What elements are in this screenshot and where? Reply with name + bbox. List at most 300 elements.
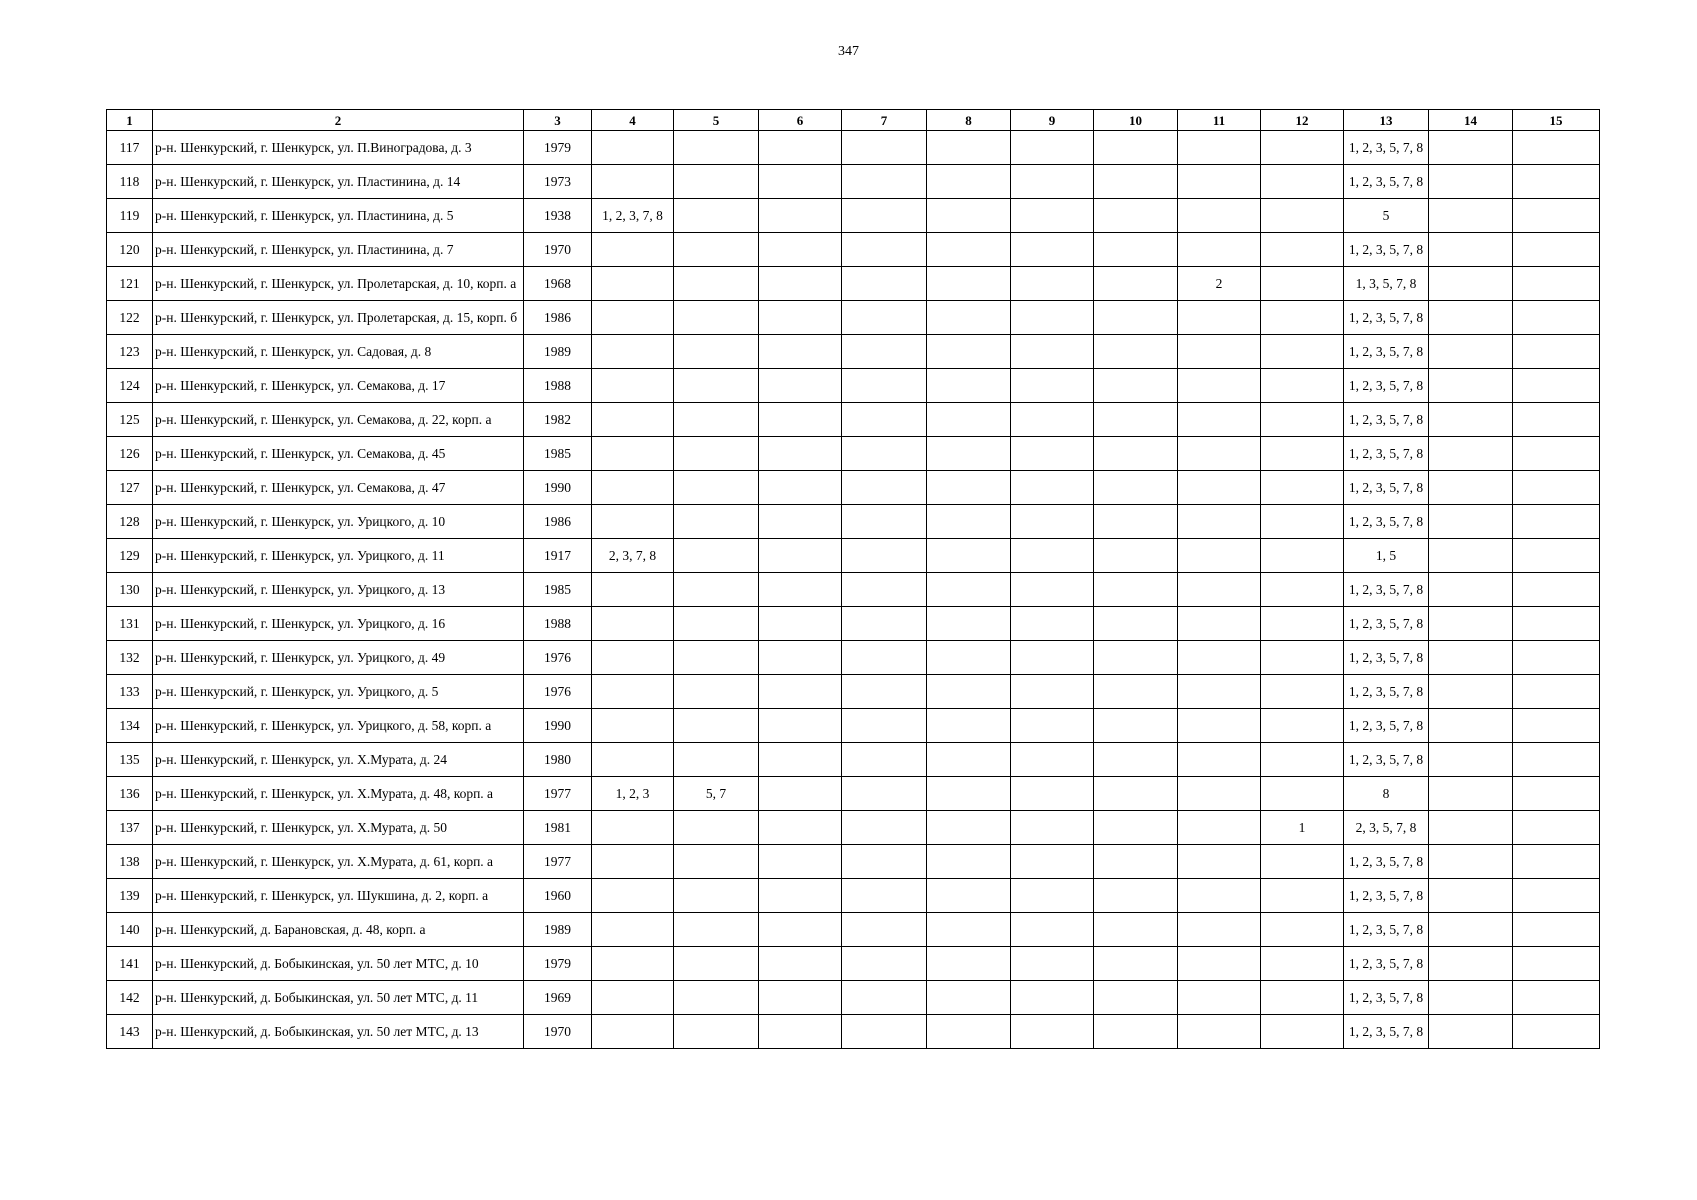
table-row: [107, 879, 1600, 913]
table-row: [107, 267, 1600, 301]
address-cell: р-н. Шенкурский, г. Шенкурск, ул. Садовая, д. 8: [153, 335, 524, 369]
col4-cell: [592, 675, 674, 709]
address-cell: р-н. Шенкурский, г. Шенкурск, ул. Урицкого, д. 58, корп. а: [153, 709, 524, 743]
col8-cell: [927, 233, 1011, 267]
col6-cell: [759, 573, 842, 607]
col9-cell: [1011, 675, 1094, 709]
col5-cell: [674, 131, 759, 165]
col14-cell: [1429, 233, 1513, 267]
col11-cell: [1178, 505, 1261, 539]
col5-cell: [674, 641, 759, 675]
col4-cell: [592, 471, 674, 505]
col8-cell: [927, 641, 1011, 675]
col5-cell: [674, 369, 759, 403]
col13-cell: 1, 2, 3, 5, 7, 8: [1344, 743, 1429, 777]
col9-cell: [1011, 471, 1094, 505]
address-cell: р-н. Шенкурский, г. Шенкурск, ул. Урицкого, д. 5: [153, 675, 524, 709]
col5-cell: [674, 437, 759, 471]
col14-cell: [1429, 607, 1513, 641]
col5-cell: [674, 981, 759, 1015]
col6-cell: [759, 369, 842, 403]
col14-cell: [1429, 709, 1513, 743]
table-row: [107, 573, 1600, 607]
year-cell: 1985: [524, 437, 592, 471]
col11-cell: [1178, 913, 1261, 947]
address-cell: р-н. Шенкурский, г. Шенкурск, ул. Урицкого, д. 10: [153, 505, 524, 539]
col13-cell: 5: [1344, 199, 1429, 233]
col6-cell: [759, 811, 842, 845]
col9-cell: [1011, 505, 1094, 539]
col8-cell: [927, 471, 1011, 505]
col6-cell: [759, 743, 842, 777]
col4-cell: 1, 2, 3, 7, 8: [592, 199, 674, 233]
table-row: [107, 437, 1600, 471]
col14-cell: [1429, 369, 1513, 403]
row-number-cell: 128: [107, 505, 153, 539]
address-cell: р-н. Шенкурский, г. Шенкурск, ул. Пластинина, д. 5: [153, 199, 524, 233]
col11-cell: 2: [1178, 267, 1261, 301]
table-row: [107, 811, 1600, 845]
table-row: [107, 199, 1600, 233]
col15-cell: [1513, 471, 1600, 505]
row-number-cell: 121: [107, 267, 153, 301]
col7-cell: [842, 403, 927, 437]
col9-cell: [1011, 573, 1094, 607]
col4-cell: [592, 165, 674, 199]
year-cell: 1982: [524, 403, 592, 437]
col12-cell: [1261, 369, 1344, 403]
year-cell: 1986: [524, 505, 592, 539]
col14-cell: [1429, 301, 1513, 335]
col12-cell: [1261, 641, 1344, 675]
col9-cell: [1011, 913, 1094, 947]
col13-cell: 1, 2, 3, 5, 7, 8: [1344, 947, 1429, 981]
col13-cell: 1, 2, 3, 5, 7, 8: [1344, 1015, 1429, 1049]
col5-cell: [674, 709, 759, 743]
col14-cell: [1429, 267, 1513, 301]
year-cell: 1981: [524, 811, 592, 845]
col11-cell: [1178, 743, 1261, 777]
col6-cell: [759, 607, 842, 641]
col15-cell: [1513, 539, 1600, 573]
col11-cell: [1178, 369, 1261, 403]
column-header-6: 6: [759, 110, 842, 131]
column-header-8: 8: [927, 110, 1011, 131]
col13-cell: 1, 2, 3, 5, 7, 8: [1344, 437, 1429, 471]
col10-cell: [1094, 913, 1178, 947]
table-body: [107, 131, 1600, 1049]
col9-cell: [1011, 641, 1094, 675]
table-header-row: [107, 110, 1600, 131]
col7-cell: [842, 437, 927, 471]
col12-cell: [1261, 981, 1344, 1015]
row-number-cell: 117: [107, 131, 153, 165]
address-cell: р-н. Шенкурский, г. Шенкурск, ул. Семакова, д. 45: [153, 437, 524, 471]
col10-cell: [1094, 879, 1178, 913]
table-row: [107, 505, 1600, 539]
col4-cell: [592, 607, 674, 641]
col6-cell: [759, 913, 842, 947]
row-number-cell: 119: [107, 199, 153, 233]
col9-cell: [1011, 709, 1094, 743]
col7-cell: [842, 947, 927, 981]
col8-cell: [927, 777, 1011, 811]
col6-cell: [759, 267, 842, 301]
col8-cell: [927, 437, 1011, 471]
row-number-cell: 133: [107, 675, 153, 709]
col11-cell: [1178, 811, 1261, 845]
col5-cell: [674, 811, 759, 845]
col4-cell: [592, 437, 674, 471]
col12-cell: [1261, 845, 1344, 879]
row-number-cell: 125: [107, 403, 153, 437]
row-number-cell: 118: [107, 165, 153, 199]
row-number-cell: 131: [107, 607, 153, 641]
col13-cell: 1, 2, 3, 5, 7, 8: [1344, 369, 1429, 403]
address-cell: р-н. Шенкурский, г. Шенкурск, ул. Шукшина, д. 2, корп. а: [153, 879, 524, 913]
col10-cell: [1094, 335, 1178, 369]
col5-cell: [674, 505, 759, 539]
col12-cell: [1261, 335, 1344, 369]
year-cell: 1970: [524, 1015, 592, 1049]
row-number-cell: 126: [107, 437, 153, 471]
col12-cell: [1261, 471, 1344, 505]
col13-cell: 1, 2, 3, 5, 7, 8: [1344, 471, 1429, 505]
col12-cell: [1261, 879, 1344, 913]
col8-cell: [927, 369, 1011, 403]
col14-cell: [1429, 777, 1513, 811]
col5-cell: [674, 947, 759, 981]
address-cell: р-н. Шенкурский, г. Шенкурск, ул. П.Виноградова, д. 3: [153, 131, 524, 165]
row-number-cell: 143: [107, 1015, 153, 1049]
col11-cell: [1178, 131, 1261, 165]
col8-cell: [927, 505, 1011, 539]
col7-cell: [842, 505, 927, 539]
col12-cell: [1261, 233, 1344, 267]
col4-cell: [592, 233, 674, 267]
year-cell: 1970: [524, 233, 592, 267]
col7-cell: [842, 607, 927, 641]
col5-cell: [674, 199, 759, 233]
col14-cell: [1429, 573, 1513, 607]
col7-cell: [842, 879, 927, 913]
address-cell: р-н. Шенкурский, д. Бобыкинская, ул. 50 лет МТС, д. 11: [153, 981, 524, 1015]
year-cell: 1990: [524, 709, 592, 743]
table-row: [107, 981, 1600, 1015]
col10-cell: [1094, 709, 1178, 743]
col9-cell: [1011, 369, 1094, 403]
col12-cell: [1261, 573, 1344, 607]
col10-cell: [1094, 675, 1178, 709]
col13-cell: 1, 2, 3, 5, 7, 8: [1344, 709, 1429, 743]
col11-cell: [1178, 403, 1261, 437]
col6-cell: [759, 301, 842, 335]
col15-cell: [1513, 403, 1600, 437]
year-cell: 1985: [524, 573, 592, 607]
col6-cell: [759, 641, 842, 675]
col5-cell: [674, 233, 759, 267]
col10-cell: [1094, 301, 1178, 335]
col12-cell: [1261, 199, 1344, 233]
col13-cell: 1, 2, 3, 5, 7, 8: [1344, 131, 1429, 165]
col12-cell: 1: [1261, 811, 1344, 845]
col13-cell: 1, 2, 3, 5, 7, 8: [1344, 879, 1429, 913]
year-cell: 1973: [524, 165, 592, 199]
col10-cell: [1094, 199, 1178, 233]
row-number-cell: 130: [107, 573, 153, 607]
col8-cell: [927, 1015, 1011, 1049]
col12-cell: [1261, 539, 1344, 573]
row-number-cell: 122: [107, 301, 153, 335]
col9-cell: [1011, 267, 1094, 301]
column-header-2: 2: [153, 110, 524, 131]
col6-cell: [759, 505, 842, 539]
table-row: [107, 947, 1600, 981]
col11-cell: [1178, 641, 1261, 675]
col8-cell: [927, 301, 1011, 335]
col8-cell: [927, 335, 1011, 369]
year-cell: 1977: [524, 777, 592, 811]
col10-cell: [1094, 131, 1178, 165]
page-number: 347: [838, 44, 859, 59]
col13-cell: 1, 2, 3, 5, 7, 8: [1344, 403, 1429, 437]
col8-cell: [927, 743, 1011, 777]
col8-cell: [927, 675, 1011, 709]
col5-cell: [674, 607, 759, 641]
col9-cell: [1011, 845, 1094, 879]
year-cell: 1980: [524, 743, 592, 777]
year-cell: 1917: [524, 539, 592, 573]
col8-cell: [927, 913, 1011, 947]
col5-cell: [674, 1015, 759, 1049]
col13-cell: 1, 2, 3, 5, 7, 8: [1344, 913, 1429, 947]
column-header-15: 15: [1513, 110, 1600, 131]
table-row: [107, 335, 1600, 369]
col14-cell: [1429, 1015, 1513, 1049]
year-cell: 1977: [524, 845, 592, 879]
row-number-cell: 140: [107, 913, 153, 947]
col9-cell: [1011, 539, 1094, 573]
col4-cell: 1, 2, 3: [592, 777, 674, 811]
col9-cell: [1011, 403, 1094, 437]
col15-cell: [1513, 1015, 1600, 1049]
col15-cell: [1513, 811, 1600, 845]
row-number-cell: 137: [107, 811, 153, 845]
col6-cell: [759, 947, 842, 981]
col8-cell: [927, 165, 1011, 199]
col8-cell: [927, 709, 1011, 743]
col14-cell: [1429, 131, 1513, 165]
col15-cell: [1513, 913, 1600, 947]
col11-cell: [1178, 471, 1261, 505]
col5-cell: [674, 675, 759, 709]
col5-cell: [674, 335, 759, 369]
col7-cell: [842, 335, 927, 369]
year-cell: 1989: [524, 913, 592, 947]
col9-cell: [1011, 811, 1094, 845]
address-cell: р-н. Шенкурский, д. Бобыкинская, ул. 50 лет МТС, д. 13: [153, 1015, 524, 1049]
table-row: [107, 1015, 1600, 1049]
address-cell: р-н. Шенкурский, г. Шенкурск, ул. Пластинина, д. 14: [153, 165, 524, 199]
row-number-cell: 136: [107, 777, 153, 811]
col8-cell: [927, 607, 1011, 641]
col13-cell: 1, 2, 3, 5, 7, 8: [1344, 505, 1429, 539]
column-header-14: 14: [1429, 110, 1513, 131]
col10-cell: [1094, 505, 1178, 539]
col13-cell: 1, 3, 5, 7, 8: [1344, 267, 1429, 301]
col12-cell: [1261, 403, 1344, 437]
col12-cell: [1261, 947, 1344, 981]
col5-cell: [674, 301, 759, 335]
col15-cell: [1513, 981, 1600, 1015]
address-cell: р-н. Шенкурский, г. Шенкурск, ул. Х.Мурата, д. 61, корп. а: [153, 845, 524, 879]
col11-cell: [1178, 607, 1261, 641]
col9-cell: [1011, 777, 1094, 811]
col12-cell: [1261, 913, 1344, 947]
col11-cell: [1178, 437, 1261, 471]
col13-cell: 1, 2, 3, 5, 7, 8: [1344, 607, 1429, 641]
col11-cell: [1178, 1015, 1261, 1049]
address-cell: р-н. Шенкурский, д. Барановская, д. 48, корп. а: [153, 913, 524, 947]
col14-cell: [1429, 437, 1513, 471]
column-header-7: 7: [842, 110, 927, 131]
col13-cell: 1, 5: [1344, 539, 1429, 573]
col6-cell: [759, 471, 842, 505]
col4-cell: [592, 981, 674, 1015]
col7-cell: [842, 471, 927, 505]
col10-cell: [1094, 539, 1178, 573]
table-row: [107, 913, 1600, 947]
col12-cell: [1261, 165, 1344, 199]
col11-cell: [1178, 301, 1261, 335]
col10-cell: [1094, 437, 1178, 471]
col15-cell: [1513, 675, 1600, 709]
col13-cell: 1, 2, 3, 5, 7, 8: [1344, 301, 1429, 335]
col4-cell: [592, 301, 674, 335]
col6-cell: [759, 539, 842, 573]
column-header-9: 9: [1011, 110, 1094, 131]
col13-cell: 1, 2, 3, 5, 7, 8: [1344, 165, 1429, 199]
col6-cell: [759, 981, 842, 1015]
col4-cell: [592, 369, 674, 403]
col11-cell: [1178, 675, 1261, 709]
col4-cell: [592, 505, 674, 539]
col5-cell: [674, 267, 759, 301]
col13-cell: 8: [1344, 777, 1429, 811]
col14-cell: [1429, 403, 1513, 437]
col9-cell: [1011, 607, 1094, 641]
table-row: [107, 743, 1600, 777]
col14-cell: [1429, 743, 1513, 777]
col4-cell: [592, 947, 674, 981]
col15-cell: [1513, 879, 1600, 913]
col4-cell: [592, 879, 674, 913]
col12-cell: [1261, 505, 1344, 539]
address-cell: р-н. Шенкурский, г. Шенкурск, ул. Пролетарская, д. 15, корп. б: [153, 301, 524, 335]
col7-cell: [842, 981, 927, 1015]
col10-cell: [1094, 471, 1178, 505]
col4-cell: [592, 403, 674, 437]
col11-cell: [1178, 879, 1261, 913]
col5-cell: [674, 573, 759, 607]
col14-cell: [1429, 471, 1513, 505]
col10-cell: [1094, 743, 1178, 777]
col14-cell: [1429, 199, 1513, 233]
col14-cell: [1429, 879, 1513, 913]
row-number-cell: 142: [107, 981, 153, 1015]
column-header-5: 5: [674, 110, 759, 131]
col10-cell: [1094, 981, 1178, 1015]
col9-cell: [1011, 233, 1094, 267]
col7-cell: [842, 369, 927, 403]
col13-cell: 1, 2, 3, 5, 7, 8: [1344, 981, 1429, 1015]
col4-cell: [592, 335, 674, 369]
col4-cell: [592, 267, 674, 301]
col7-cell: [842, 1015, 927, 1049]
year-cell: 1976: [524, 675, 592, 709]
col12-cell: [1261, 301, 1344, 335]
column-header-11: 11: [1178, 110, 1261, 131]
table-row: [107, 471, 1600, 505]
col9-cell: [1011, 879, 1094, 913]
col8-cell: [927, 403, 1011, 437]
address-cell: р-н. Шенкурский, г. Шенкурск, ул. Семакова, д. 17: [153, 369, 524, 403]
year-cell: 1976: [524, 641, 592, 675]
col11-cell: [1178, 199, 1261, 233]
address-cell: р-н. Шенкурский, г. Шенкурск, ул. Х.Мурата, д. 24: [153, 743, 524, 777]
col7-cell: [842, 267, 927, 301]
col13-cell: 1, 2, 3, 5, 7, 8: [1344, 335, 1429, 369]
col10-cell: [1094, 403, 1178, 437]
col5-cell: [674, 165, 759, 199]
col4-cell: 2, 3, 7, 8: [592, 539, 674, 573]
col10-cell: [1094, 369, 1178, 403]
col11-cell: [1178, 845, 1261, 879]
col10-cell: [1094, 811, 1178, 845]
col6-cell: [759, 437, 842, 471]
col15-cell: [1513, 845, 1600, 879]
col14-cell: [1429, 165, 1513, 199]
address-cell: р-н. Шенкурский, г. Шенкурск, ул. Семакова, д. 22, корп. а: [153, 403, 524, 437]
col9-cell: [1011, 131, 1094, 165]
col15-cell: [1513, 437, 1600, 471]
col6-cell: [759, 675, 842, 709]
col12-cell: [1261, 709, 1344, 743]
col15-cell: [1513, 165, 1600, 199]
column-header-12: 12: [1261, 110, 1344, 131]
col14-cell: [1429, 981, 1513, 1015]
col5-cell: [674, 403, 759, 437]
col6-cell: [759, 335, 842, 369]
address-cell: р-н. Шенкурский, г. Шенкурск, ул. Семакова, д. 47: [153, 471, 524, 505]
col4-cell: [592, 845, 674, 879]
col11-cell: [1178, 539, 1261, 573]
year-cell: 1990: [524, 471, 592, 505]
col9-cell: [1011, 335, 1094, 369]
col5-cell: [674, 845, 759, 879]
col7-cell: [842, 301, 927, 335]
table-row: [107, 301, 1600, 335]
col14-cell: [1429, 675, 1513, 709]
col7-cell: [842, 743, 927, 777]
col9-cell: [1011, 199, 1094, 233]
col5-cell: [674, 471, 759, 505]
col6-cell: [759, 845, 842, 879]
col11-cell: [1178, 165, 1261, 199]
table-row: [107, 641, 1600, 675]
table-row: [107, 539, 1600, 573]
col11-cell: [1178, 981, 1261, 1015]
